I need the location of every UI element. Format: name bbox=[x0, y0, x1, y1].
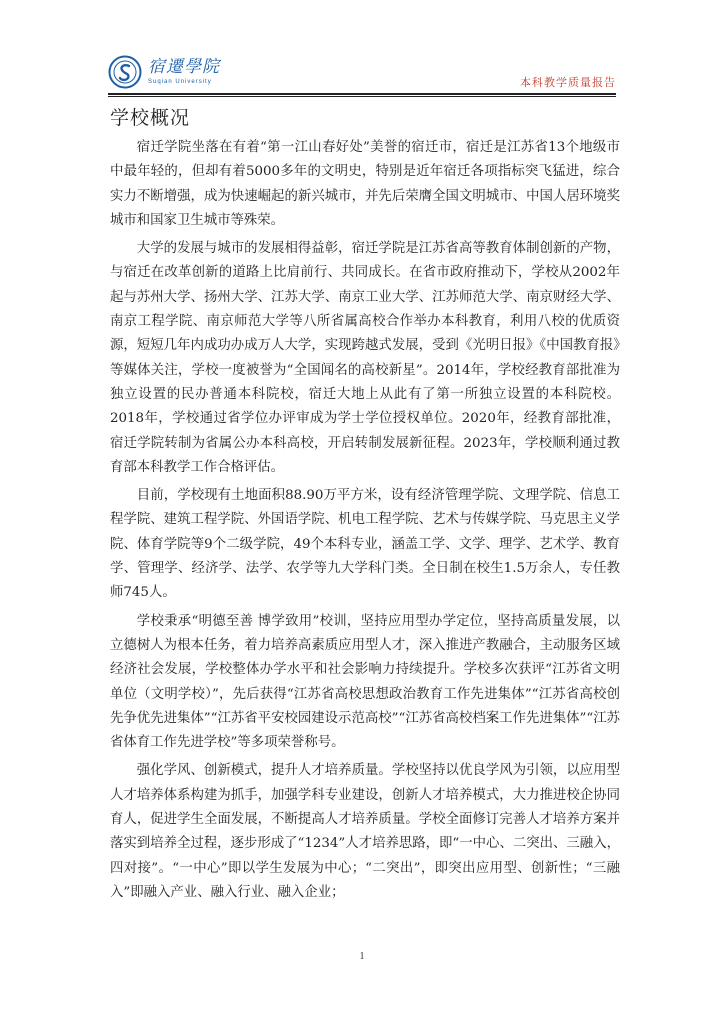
paragraph-talent-cultivation: 强化学风、创新模式，提升人才培养质量。学校坚持以优良学风为引领，以应用型人才培养体系构建为抓手，加强学科专业建设，创新人才培养模式，大力推进校企协同育人，促进学生全面发展，不断提高人才培养质量。学校全面修订完善人才培养方案并落实到培养全过程，逐步形成了“1234”人才培养思路，即“一中心、二突出、三融入，四对接”。“一中心”即以学生发展为中心；“二突出”，即突出应用型、创新性；“三融入”即融入产业、融入行业、融入企业； bbox=[110, 763, 620, 900]
header-divider bbox=[108, 93, 616, 95]
section-title: 学校概况 bbox=[110, 107, 191, 129]
logo-english-name: Suqian University bbox=[148, 79, 212, 85]
page-number: 1 bbox=[359, 951, 365, 962]
university-logo bbox=[108, 52, 238, 92]
main-content bbox=[110, 100, 620, 909]
paragraph-history: 大学的发展与城市的发展相得益彰，宿迁学院是江苏省高等教育体制创新的产物，与宿迁在改革创新的道路上比肩前行、共同成长。在省市政府推动下，学校从2002年起与苏州大学、扬州大学、江苏大学、南京工业大学、江苏师范大学、南京财经大学、南京工程学院、南京师范大学等八所省属高校合作举办本科教育，利用八校的优质资源，短短几年内成功办成万人大学，实现跨越式发展，受到《光明日报》《中国教育报》等媒体关注，学校一度被誉为“全国闻名的高校新星”。2014年，学校经教育部批准为独立设置的民办普通本科院校，宿迁大地上从此有了第一所独立设置的本科院校。2018年，学校通过省学位办评审成为学士学位授权单位。2020年，经教育部批准，宿迁学院转制为省属公办本科高校，开启转制发展新征程。2023年，学校顺利通过教育部本科教学工作合格评估。 bbox=[110, 241, 620, 475]
university-emblem-icon bbox=[108, 55, 142, 89]
header-divider-thin bbox=[108, 96, 616, 97]
paragraph-city-intro: 宿迁学院坐落在有着“第一江山春好处”美誉的宿迁市，宿迁是江苏省13个地级市中最年轻的，但却有着5000多年的文明史，特别是近年宿迁各项指标突飞猛进，综合实力不断增强，成为快速崛起的新兴城市，并先后荣膺全国文明城市、中国人居环境奖城市和国家卫生城市等殊荣。 bbox=[110, 140, 620, 228]
paragraph-current-status: 目前，学校现有土地面积88.90万平方米，设有经济管理学院、文理学院、信息工程学院、建筑工程学院、外国语学院、机电工程学院、艺术与传媒学院、马克思主义学院、体育学院等9个二级学院，49个本科专业，涵盖工学、文学、理学、艺术学、教育学、管理学、经济学、法学、农学等九大学科门类。全日制在校生1.5万余人，专任教师745人。 bbox=[110, 488, 620, 601]
paragraph-motto-honors: 学校秉承“明德至善 博学致用”校训，坚持应用型办学定位，坚持高质量发展，以立德树人为根本任务，着力培养高素质应用型人才，深入推进产教融合，主动服务区域经济社会发展，学校整体办学水平和社会影响力持续提升。学校多次获评“江苏省文明单位（文明学校）”，先后获得“江苏省高校思想政治教育工作先进集体”“江苏省高校创先争优先进集体”“江苏省平安校园建设示范高校”“江苏省高校档案工作先进集体”“江苏省体育工作先进学校”等多项荣誉称号。 bbox=[110, 613, 620, 751]
page-header bbox=[0, 0, 724, 100]
logo-chinese-name: 宿遷學院 bbox=[148, 57, 220, 77]
report-title: 本科教学质量报告 bbox=[520, 76, 616, 89]
